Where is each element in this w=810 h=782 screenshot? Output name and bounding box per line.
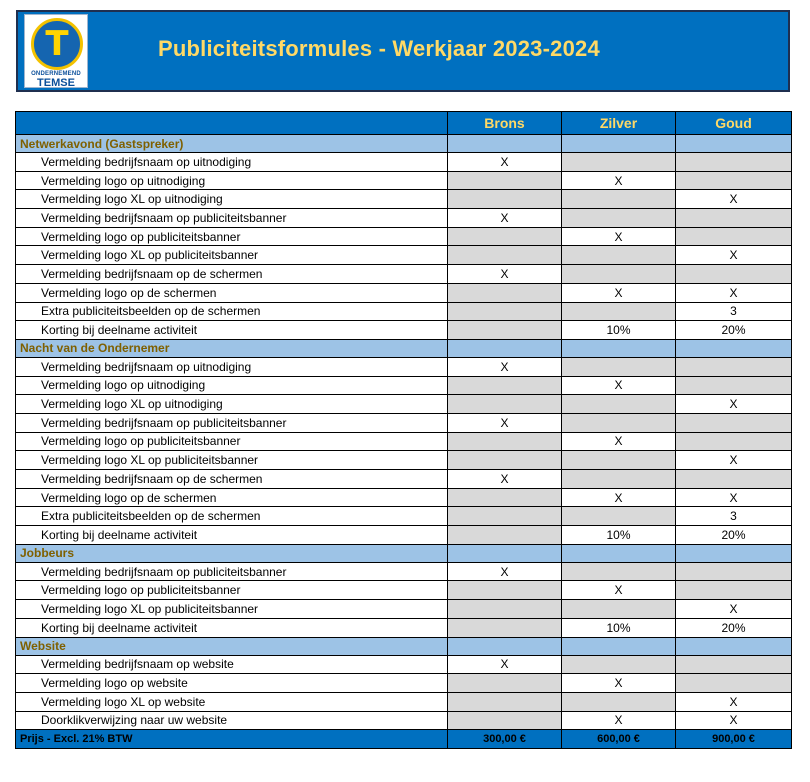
price-label: Prijs - Excl. 21% BTW [16, 730, 448, 749]
unavailable-cell [448, 246, 562, 265]
row-label: Korting bij deelname activiteit [16, 321, 448, 340]
table-row [16, 692, 792, 711]
table-row [16, 321, 792, 340]
table-row [16, 357, 792, 376]
price-value: 600,00 € [562, 730, 676, 749]
unavailable-cell [562, 395, 676, 414]
unavailable-cell [562, 600, 676, 619]
price-value: 900,00 € [676, 730, 792, 749]
tier-header-1: Zilver [562, 112, 676, 135]
page-title: Publiciteitsformules - Werkjaar 2023-2024 [158, 36, 600, 61]
table-row [16, 153, 792, 172]
unavailable-cell [448, 376, 562, 395]
unavailable-cell [448, 190, 562, 209]
unavailable-cell [676, 171, 792, 190]
table-row [16, 246, 792, 265]
value-cell: X [676, 600, 792, 619]
table-row [16, 488, 792, 507]
value-cell: X [448, 153, 562, 172]
row-label: Vermelding bedrijfsnaam op publiciteitsbanner [16, 413, 448, 432]
row-label: Vermelding logo op publiciteitsbanner [16, 581, 448, 600]
value-cell: X [448, 209, 562, 228]
table-row [16, 413, 792, 432]
row-label: Vermelding logo op de schermen [16, 488, 448, 507]
row-label: Vermelding logo op publiciteitsbanner [16, 227, 448, 246]
row-label: Vermelding bedrijfsnaam op publiciteitsbanner [16, 209, 448, 228]
value-cell: X [448, 265, 562, 284]
table-row [16, 395, 792, 414]
row-label: Extra publiciteitsbeelden op de schermen [16, 302, 448, 321]
table-row [16, 470, 792, 489]
row-label: Extra publiciteitsbeelden op de schermen [16, 507, 448, 526]
unavailable-cell [676, 470, 792, 489]
row-label: Doorklikverwijzing naar uw website [16, 711, 448, 730]
unavailable-cell [448, 488, 562, 507]
unavailable-cell [562, 357, 676, 376]
tier-header-0: Brons [448, 112, 562, 135]
table-row [16, 171, 792, 190]
logo-name: TEMSE [37, 77, 75, 89]
value-cell: X [448, 413, 562, 432]
row-label: Vermelding logo op de schermen [16, 283, 448, 302]
section-title: Nacht van de Ondernemer [16, 339, 448, 357]
table-row [16, 711, 792, 730]
unavailable-cell [448, 395, 562, 414]
logo-tagline: ONDERNEMEND [31, 71, 81, 77]
row-label: Vermelding bedrijfsnaam op uitnodiging [16, 357, 448, 376]
row-label: Vermelding bedrijfsnaam op de schermen [16, 470, 448, 489]
unavailable-cell [676, 227, 792, 246]
unavailable-cell [448, 692, 562, 711]
unavailable-cell [448, 600, 562, 619]
section-title: Jobbeurs [16, 544, 448, 562]
unavailable-cell [676, 153, 792, 172]
row-label: Vermelding logo op uitnodiging [16, 376, 448, 395]
unavailable-cell [562, 507, 676, 526]
value-cell: X [448, 655, 562, 674]
value-cell: 20% [676, 321, 792, 340]
row-label: Vermelding logo XL op uitnodiging [16, 190, 448, 209]
row-label: Vermelding logo op publiciteitsbanner [16, 432, 448, 451]
value-cell: X [562, 488, 676, 507]
row-label: Korting bij deelname activiteit [16, 618, 448, 637]
table-row [16, 190, 792, 209]
unavailable-cell [562, 470, 676, 489]
unavailable-cell [448, 283, 562, 302]
unavailable-cell [448, 581, 562, 600]
row-label: Vermelding logo XL op publiciteitsbanner [16, 246, 448, 265]
row-label: Vermelding logo XL op publiciteitsbanner [16, 451, 448, 470]
value-cell: X [676, 692, 792, 711]
section-spacer [562, 544, 676, 562]
section-spacer [448, 135, 562, 153]
table-row [16, 227, 792, 246]
unavailable-cell [562, 692, 676, 711]
unavailable-cell [676, 265, 792, 284]
row-label: Vermelding bedrijfsnaam op uitnodiging [16, 153, 448, 172]
value-cell: X [562, 711, 676, 730]
value-cell: X [562, 376, 676, 395]
value-cell: X [562, 432, 676, 451]
row-label: Vermelding logo XL op publiciteitsbanner [16, 600, 448, 619]
section-spacer [448, 339, 562, 357]
value-cell: 20% [676, 526, 792, 545]
price-value: 300,00 € [448, 730, 562, 749]
value-cell: X [448, 562, 562, 581]
table-row [16, 209, 792, 228]
unavailable-cell [448, 171, 562, 190]
logo-circle-icon [31, 18, 83, 70]
unavailable-cell [676, 357, 792, 376]
unavailable-cell [448, 674, 562, 693]
table-row [16, 581, 792, 600]
unavailable-cell [562, 265, 676, 284]
unavailable-cell [676, 432, 792, 451]
row-label: Vermelding logo XL op website [16, 692, 448, 711]
logo-letter: T [45, 24, 69, 64]
table-row [16, 376, 792, 395]
section-header-row [16, 637, 792, 655]
row-label: Vermelding bedrijfsnaam op de schermen [16, 265, 448, 284]
unavailable-cell [562, 562, 676, 581]
section-spacer [448, 544, 562, 562]
value-cell: X [676, 711, 792, 730]
unavailable-cell [676, 581, 792, 600]
table-row [16, 655, 792, 674]
value-cell: X [562, 674, 676, 693]
value-cell: X [676, 488, 792, 507]
unavailable-cell [676, 209, 792, 228]
unavailable-cell [676, 376, 792, 395]
unavailable-cell [448, 432, 562, 451]
section-spacer [448, 637, 562, 655]
unavailable-cell [562, 413, 676, 432]
section-spacer [562, 637, 676, 655]
value-cell: X [562, 283, 676, 302]
value-cell: 20% [676, 618, 792, 637]
unavailable-cell [676, 674, 792, 693]
value-cell: X [562, 171, 676, 190]
row-label: Vermelding bedrijfsnaam op publiciteitsbanner [16, 562, 448, 581]
unavailable-cell [448, 302, 562, 321]
unavailable-cell [562, 190, 676, 209]
table-row [16, 432, 792, 451]
table-row [16, 451, 792, 470]
table-row [16, 618, 792, 637]
unavailable-cell [562, 209, 676, 228]
value-cell: 3 [676, 302, 792, 321]
table-row [16, 526, 792, 545]
unavailable-cell [562, 655, 676, 674]
ondernemend-temse-logo [24, 14, 88, 88]
unavailable-cell [448, 618, 562, 637]
unavailable-cell [448, 711, 562, 730]
value-cell: 10% [562, 526, 676, 545]
value-cell: X [448, 470, 562, 489]
section-header-row [16, 339, 792, 357]
value-cell: X [676, 190, 792, 209]
section-spacer [676, 339, 792, 357]
value-cell: X [448, 357, 562, 376]
value-cell: 10% [562, 321, 676, 340]
value-cell: X [562, 581, 676, 600]
value-cell: X [676, 395, 792, 414]
section-spacer [676, 637, 792, 655]
unavailable-cell [562, 153, 676, 172]
unavailable-cell [448, 321, 562, 340]
table-row [16, 265, 792, 284]
section-header-row [16, 135, 792, 153]
section-header-row [16, 544, 792, 562]
table-row [16, 507, 792, 526]
unavailable-cell [448, 526, 562, 545]
section-title: Netwerkavond (Gastspreker) [16, 135, 448, 153]
table-row [16, 562, 792, 581]
row-label: Vermelding logo XL op uitnodiging [16, 395, 448, 414]
value-cell: X [676, 246, 792, 265]
unavailable-cell [676, 413, 792, 432]
section-title: Website [16, 637, 448, 655]
value-cell: 3 [676, 507, 792, 526]
unavailable-cell [448, 451, 562, 470]
row-label: Vermelding bedrijfsnaam op website [16, 655, 448, 674]
price-row [16, 730, 792, 749]
unavailable-cell [676, 655, 792, 674]
header-banner [16, 10, 790, 92]
table-row [16, 283, 792, 302]
tier-header-row [16, 112, 792, 135]
section-spacer [676, 135, 792, 153]
value-cell: X [562, 227, 676, 246]
unavailable-cell [448, 227, 562, 246]
section-spacer [676, 544, 792, 562]
table-row [16, 674, 792, 693]
row-label: Vermelding logo op website [16, 674, 448, 693]
row-label: Vermelding logo op uitnodiging [16, 171, 448, 190]
value-cell: X [676, 451, 792, 470]
section-spacer [562, 339, 676, 357]
unavailable-cell [562, 302, 676, 321]
tier-header-2: Goud [676, 112, 792, 135]
unavailable-cell [448, 507, 562, 526]
row-label: Korting bij deelname activiteit [16, 526, 448, 545]
pricing-table [15, 111, 792, 749]
unavailable-cell [562, 246, 676, 265]
unavailable-cell [562, 451, 676, 470]
table-row [16, 302, 792, 321]
value-cell: X [676, 283, 792, 302]
tier-header-blank [16, 112, 448, 135]
table-row [16, 600, 792, 619]
value-cell: 10% [562, 618, 676, 637]
section-spacer [562, 135, 676, 153]
unavailable-cell [676, 562, 792, 581]
